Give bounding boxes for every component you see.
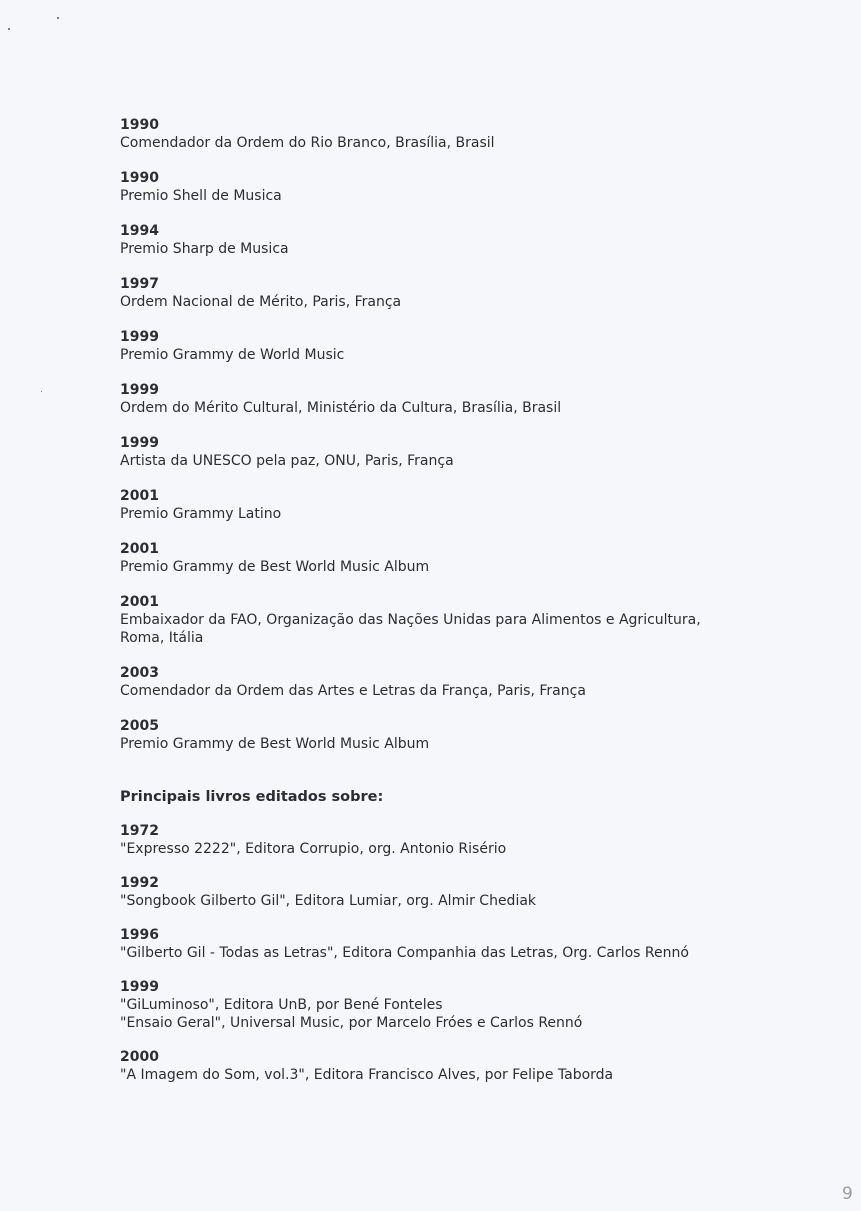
entry-year: 1999 (120, 435, 159, 451)
entry-text: Premio Grammy de World Music (120, 347, 345, 363)
timeline-entry (120, 487, 740, 523)
books-list (120, 822, 740, 1084)
entry-text: Comendador da Ordem do Rio Branco, Brasília, Brasil (120, 135, 495, 151)
entry-year: 1992 (120, 875, 159, 891)
entry-text: "A Imagem do Som, vol.3", Editora Francisco Alves, por Felipe Taborda (120, 1067, 614, 1083)
timeline-entry (120, 717, 740, 753)
scan-speck (41, 391, 42, 392)
timeline-entry (120, 169, 740, 205)
entry-text: "Songbook Gilberto Gil", Editora Lumiar, org. Almir Chediak (120, 893, 537, 909)
entry-year: 2001 (120, 488, 159, 504)
entry-year: 2001 (120, 594, 159, 610)
entry-year: 1994 (120, 223, 159, 239)
entry-year: 1999 (120, 329, 159, 345)
entry-year: 2001 (120, 541, 159, 557)
entry-year: 2000 (120, 1049, 159, 1065)
entry-text: Roma, Itália (120, 630, 204, 646)
timeline-entry (120, 275, 740, 311)
entry-year: 1972 (120, 823, 159, 839)
timeline-entry (120, 116, 740, 152)
scan-speck (8, 28, 10, 30)
timeline-entry (120, 222, 740, 258)
timeline-entry (120, 978, 740, 1032)
entry-text: Embaixador da FAO, Organização das Nações Unidas para Alimentos e Agricultura, (120, 612, 701, 628)
timeline-entry (120, 328, 740, 364)
timeline-entry (120, 1048, 740, 1084)
entry-year: 1999 (120, 382, 159, 398)
entry-text: Premio Shell de Musica (120, 188, 282, 204)
timeline-entry (120, 540, 740, 576)
entry-text: Premio Grammy Latino (120, 506, 282, 522)
entry-year: 1999 (120, 979, 159, 995)
entry-text: Premio Sharp de Musica (120, 241, 289, 257)
timeline-entry (120, 434, 740, 470)
entry-year: 1996 (120, 927, 159, 943)
timeline-entry (120, 822, 740, 858)
entry-text: "Expresso 2222", Editora Corrupio, org. Antonio Risério (120, 841, 507, 857)
timeline-entry (120, 593, 740, 647)
entry-text: "Ensaio Geral", Universal Music, por Marcelo Fróes e Carlos Rennó (120, 1015, 583, 1031)
entry-text: Ordem Nacional de Mérito, Paris, França (120, 294, 402, 310)
entry-text: "GiLuminoso", Editora UnB, por Bené Fonteles (120, 997, 443, 1013)
entry-text: Ordem do Mérito Cultural, Ministério da Cultura, Brasília, Brasil (120, 400, 562, 416)
entry-year: 1990 (120, 170, 159, 186)
awards-list (120, 116, 740, 753)
books-heading: Principais livros editados sobre: (120, 789, 384, 805)
timeline-entry (120, 381, 740, 417)
entry-year: 2005 (120, 718, 159, 734)
entry-text: Premio Grammy de Best World Music Album (120, 559, 430, 575)
entry-year: 1997 (120, 276, 159, 292)
page-number: 9 (842, 1184, 853, 1204)
document-body (120, 116, 740, 1084)
timeline-entry (120, 874, 740, 910)
entry-text: Artista da UNESCO pela paz, ONU, Paris, França (120, 453, 454, 469)
entry-text: Premio Grammy de Best World Music Album (120, 736, 430, 752)
entry-text: Comendador da Ordem das Artes e Letras da França, Paris, França (120, 683, 586, 699)
entry-year: 1990 (120, 117, 159, 133)
entry-text: "Gilberto Gil - Todas as Letras", Editora Companhia das Letras, Org. Carlos Rennó (120, 945, 689, 961)
timeline-entry (120, 926, 740, 962)
entry-year: 2003 (120, 665, 159, 681)
scan-speck (57, 17, 59, 19)
timeline-entry (120, 664, 740, 700)
